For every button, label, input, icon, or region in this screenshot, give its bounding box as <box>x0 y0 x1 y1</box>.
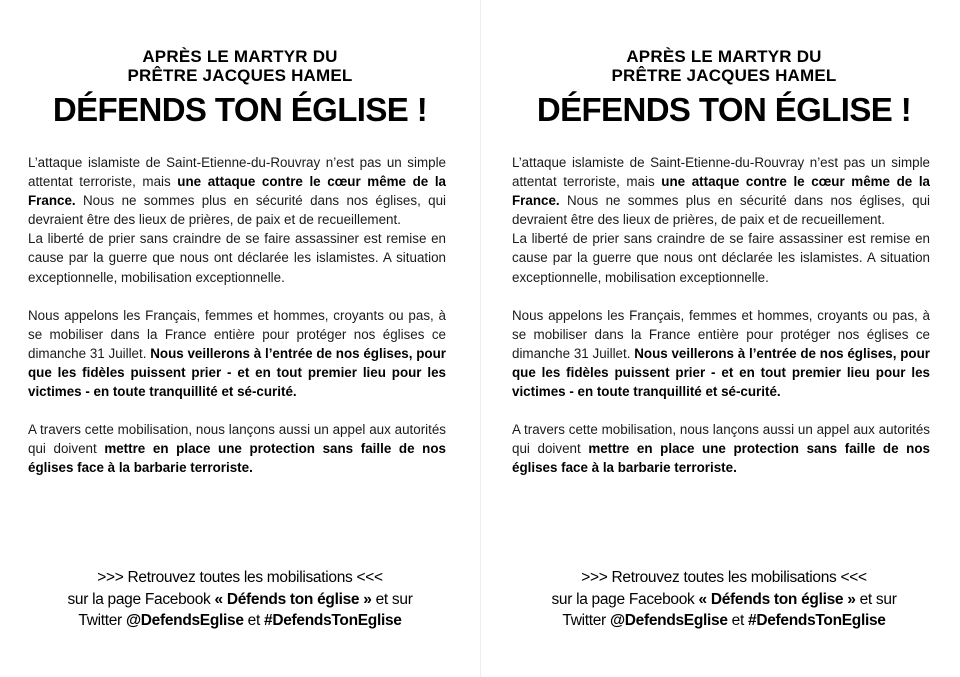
paragraph-3: Nous appelons les Français, femmes et hommes, croyants ou pas, à se mobiliser dans la France entière pour protéger nos églises ce dimanche 31 Juillet. Nous veillerons à l’entrée de nos églises, pour que les fidèles puissent prier - et en tout premier lieu pour les victimes - en toute tranquillité et sé-curité. <box>512 307 930 400</box>
superheading-line1: APRÈS LE MARTYR DU <box>626 47 822 66</box>
paragraph-3: Nous appelons les Français, femmes et hommes, croyants ou pas, à se mobiliser dans la France entière pour protéger nos églises ce dimanche 31 Juillet. Nous veillerons à l’entrée de nos églises, pour que les fidèles puissent prier - et en tout premier lieu pour les victimes - en toute tranquillité et sé-curité. <box>28 307 446 400</box>
paragraph-1: L’attaque islamiste de Saint-Etienne-du-Rouvray n’est pas un simple attentat terroriste, mais une attaque contre le cœur même de la France. Nous ne sommes plus en sécurité dans nos églises, qui devraient être des lieux de prières, de paix et de recueillement. <box>512 155 930 228</box>
footer-line3: Twitter @DefendsEglise et #DefendsTonEglise <box>78 612 402 629</box>
superheading-line2: PRÊTRE JACQUES HAMEL <box>611 66 837 85</box>
paragraph-2: La liberté de prier sans craindre de se faire assassiner est remise en cause par la guerre que nous ont déclarée les islamistes. A situation exceptionnelle, mobilisation exceptionnelle. <box>512 231 930 285</box>
superheading-line1: APRÈS LE MARTYR DU <box>142 47 338 66</box>
facebook-page-name: « Défends ton église » <box>698 590 856 608</box>
paragraph-1: L’attaque islamiste de Saint-Etienne-du-Rouvray n’est pas un simple attentat terroriste, mais une attaque contre le cœur même de la France. Nous ne sommes plus en sécurité dans nos églises, qui devraient être des lieux de prières, de paix et de recueillement. <box>28 155 446 228</box>
facebook-page-name: « Défends ton église » <box>214 590 372 608</box>
footer-line3: Twitter @DefendsEglise et #DefendsTonEglise <box>562 612 886 629</box>
footer-line2: sur la page Facebook « Défends ton église » et sur <box>67 590 413 608</box>
twitter-handle: @DefendsEglise <box>609 612 728 629</box>
footer-line1: >>> Retrouvez toutes les mobilisations <<< <box>581 569 867 586</box>
headline: DÉFENDS TON ÉGLISE ! <box>52 91 428 128</box>
footer <box>0 567 480 632</box>
page-divider <box>480 0 481 677</box>
headline: DÉFENDS TON ÉGLISE ! <box>536 91 912 128</box>
hashtag: #DefendsTonEglise <box>264 612 402 629</box>
footer <box>484 567 960 632</box>
hashtag: #DefendsTonEglise <box>748 612 886 629</box>
flyer-right <box>484 0 960 677</box>
body-text <box>512 153 930 477</box>
body-text <box>28 153 446 477</box>
paragraph-2: La liberté de prier sans craindre de se faire assassiner est remise en cause par la guerre que nous ont déclarée les islamistes. A situation exceptionnelle, mobilisation exceptionnelle. <box>28 231 446 285</box>
footer-line2: sur la page Facebook « Défends ton église » et sur <box>551 590 897 608</box>
paragraph-4: A travers cette mobilisation, nous lançons aussi un appel aux autorités qui doivent mettre en place une protection sans faille de nos églises face à la barbarie terroriste. <box>28 422 446 476</box>
twitter-handle: @DefendsEglise <box>125 612 244 629</box>
superheading-line2: PRÊTRE JACQUES HAMEL <box>127 66 353 85</box>
paragraph-4: A travers cette mobilisation, nous lançons aussi un appel aux autorités qui doivent mettre en place une protection sans faille de nos églises face à la barbarie terroriste. <box>512 422 930 476</box>
footer-line1: >>> Retrouvez toutes les mobilisations <<< <box>97 569 383 586</box>
